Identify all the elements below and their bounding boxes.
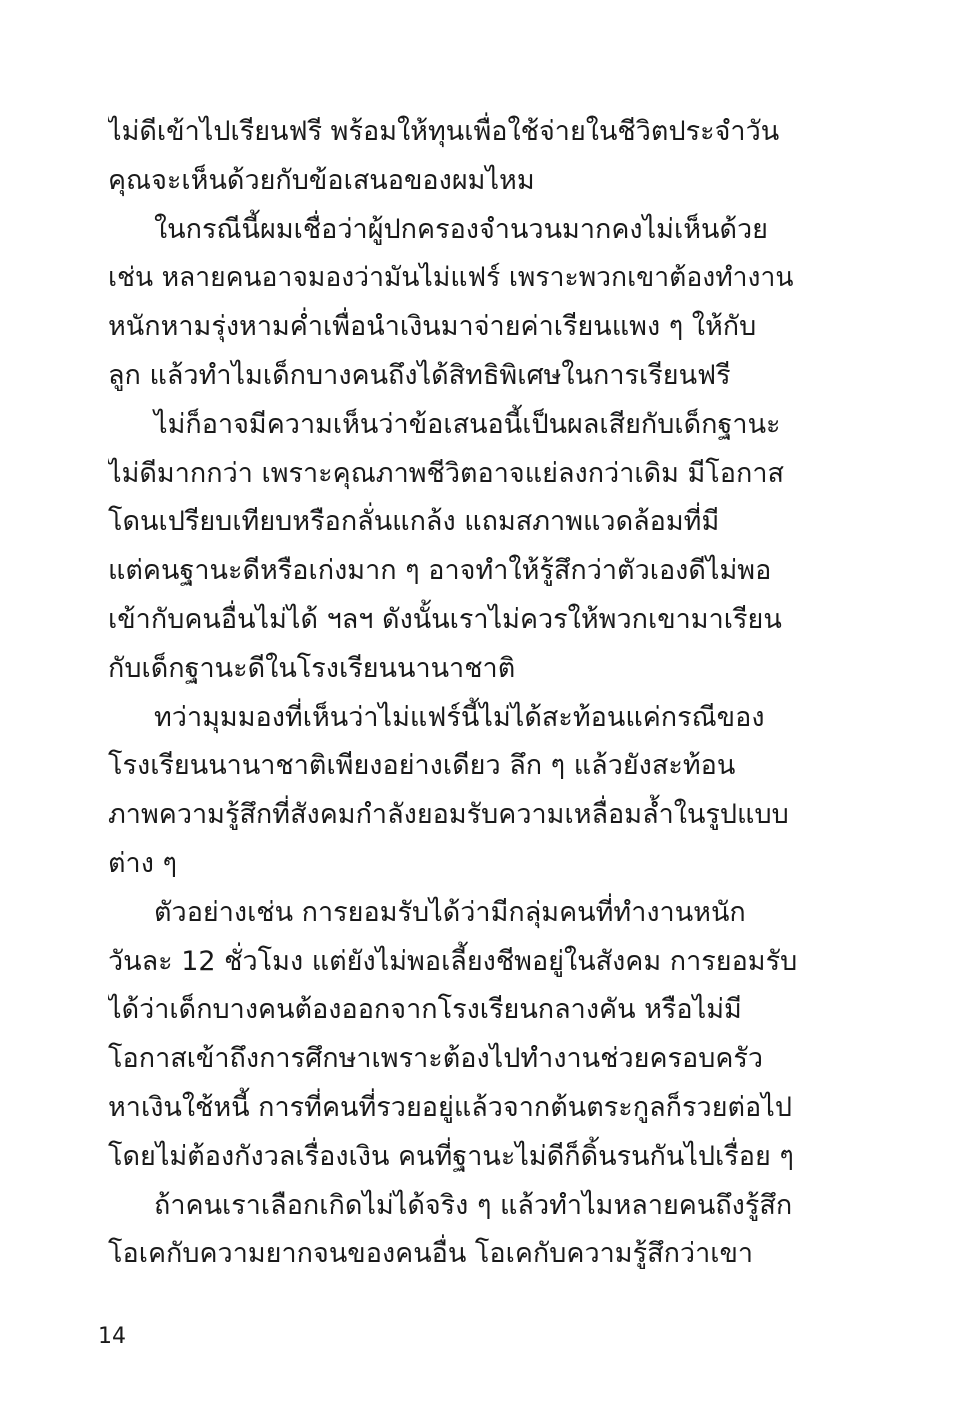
text-line: ถ้าคนเราเลือกเกิดไม่ได้จริง ๆ แล้วทำไมหลายคนถึงรู้สึก [154, 1189, 793, 1221]
text-line: โดยไม่ต้องกังวลเรื่องเงิน คนที่ฐานะไม่ดีก็ดิ้นรนกันไปเรื่อย ๆ [108, 1140, 794, 1172]
text-line: โอเคกับความยากจนของคนอื่น โอเคกับความรู้สึกว่าเขา [108, 1238, 754, 1270]
text-line: ลูก แล้วทำไมเด็กบางคนถึงได้สิทธิพิเศษในการเรียนฟรี [108, 359, 731, 391]
text-line: เช่น หลายคนอาจมองว่ามันไม่แฟร์ เพราะพวกเขาต้องทำงาน [108, 262, 794, 294]
text-line: โดนเปรียบเทียบหรือกลั่นแกล้ง แถมสภาพแวดล้อมที่มี [108, 506, 720, 538]
text-line: ในกรณีนี้ผมเชื่อว่าผู้ปกครองจำนวนมากคงไม่เห็นด้วย [154, 213, 768, 245]
text-line: วันละ 12 ชั่วโมง แต่ยังไม่พอเลี้ยงชีพอยู่ในสังคม การยอมรับ [108, 945, 798, 977]
text-line: แต่คนฐานะดีหรือเก่งมาก ๆ อาจทำให้รู้สึกว่าตัวเองดีไม่พอ [108, 555, 772, 587]
text-line: คุณจะเห็นด้วยกับข้อเสนอของผมไหม [108, 164, 535, 196]
page-number: 14 [98, 1324, 126, 1349]
text-line: ได้ว่าเด็กบางคนต้องออกจากโรงเรียนกลางคัน หรือไม่มี [108, 994, 742, 1026]
text-line: หาเงินใช้หนี้ การที่คนที่รวยอยู่แล้วจากต้นตระกูลก็รวยต่อไป [108, 1091, 792, 1123]
text-line: ไม่ดีมากกว่า เพราะคุณภาพชีวิตอาจแย่ลงกว่าเดิม มีโอกาส [108, 457, 785, 489]
body-text [108, 108, 798, 1279]
text-line: เข้ากับคนอื่นไม่ได้ ฯลฯ ดังนั้นเราไม่ควรให้พวกเขามาเรียน [108, 603, 782, 635]
text-line: โอกาสเข้าถึงการศึกษาเพราะต้องไปทำงานช่วยครอบครัว [108, 1043, 764, 1075]
text-line: ไม่ก็อาจมีความเห็นว่าข้อเสนอนี้เป็นผลเสียกับเด็กฐานะ [154, 408, 781, 440]
text-line: โรงเรียนนานาชาติเพียงอย่างเดียว ลึก ๆ แล้วยังสะท้อน [108, 750, 736, 782]
text-line: ไม่ดีเข้าไปเรียนฟรี พร้อมให้ทุนเพื่อใช้จ่ายในชีวิตประจำวัน [108, 116, 780, 147]
text-line: หนักหามรุ่งหามค่ำเพื่อนำเงินมาจ่ายค่าเรียนแพง ๆ ให้กับ [108, 311, 757, 343]
text-line: ต่าง ๆ [108, 847, 177, 879]
text-line: ทว่ามุมมองที่เห็นว่าไม่แฟร์นี้ไม่ได้สะท้อนแค่กรณีของ [154, 701, 765, 733]
text-line: ภาพความรู้สึกที่สังคมกำลังยอมรับความเหลื่อมล้ำในรูปแบบ [108, 799, 789, 831]
text-line: ตัวอย่างเช่น การยอมรับได้ว่ามีกลุ่มคนที่ทำงานหนัก [154, 896, 746, 928]
text-line: กับเด็กฐานะดีในโรงเรียนนานาชาติ [108, 652, 516, 684]
